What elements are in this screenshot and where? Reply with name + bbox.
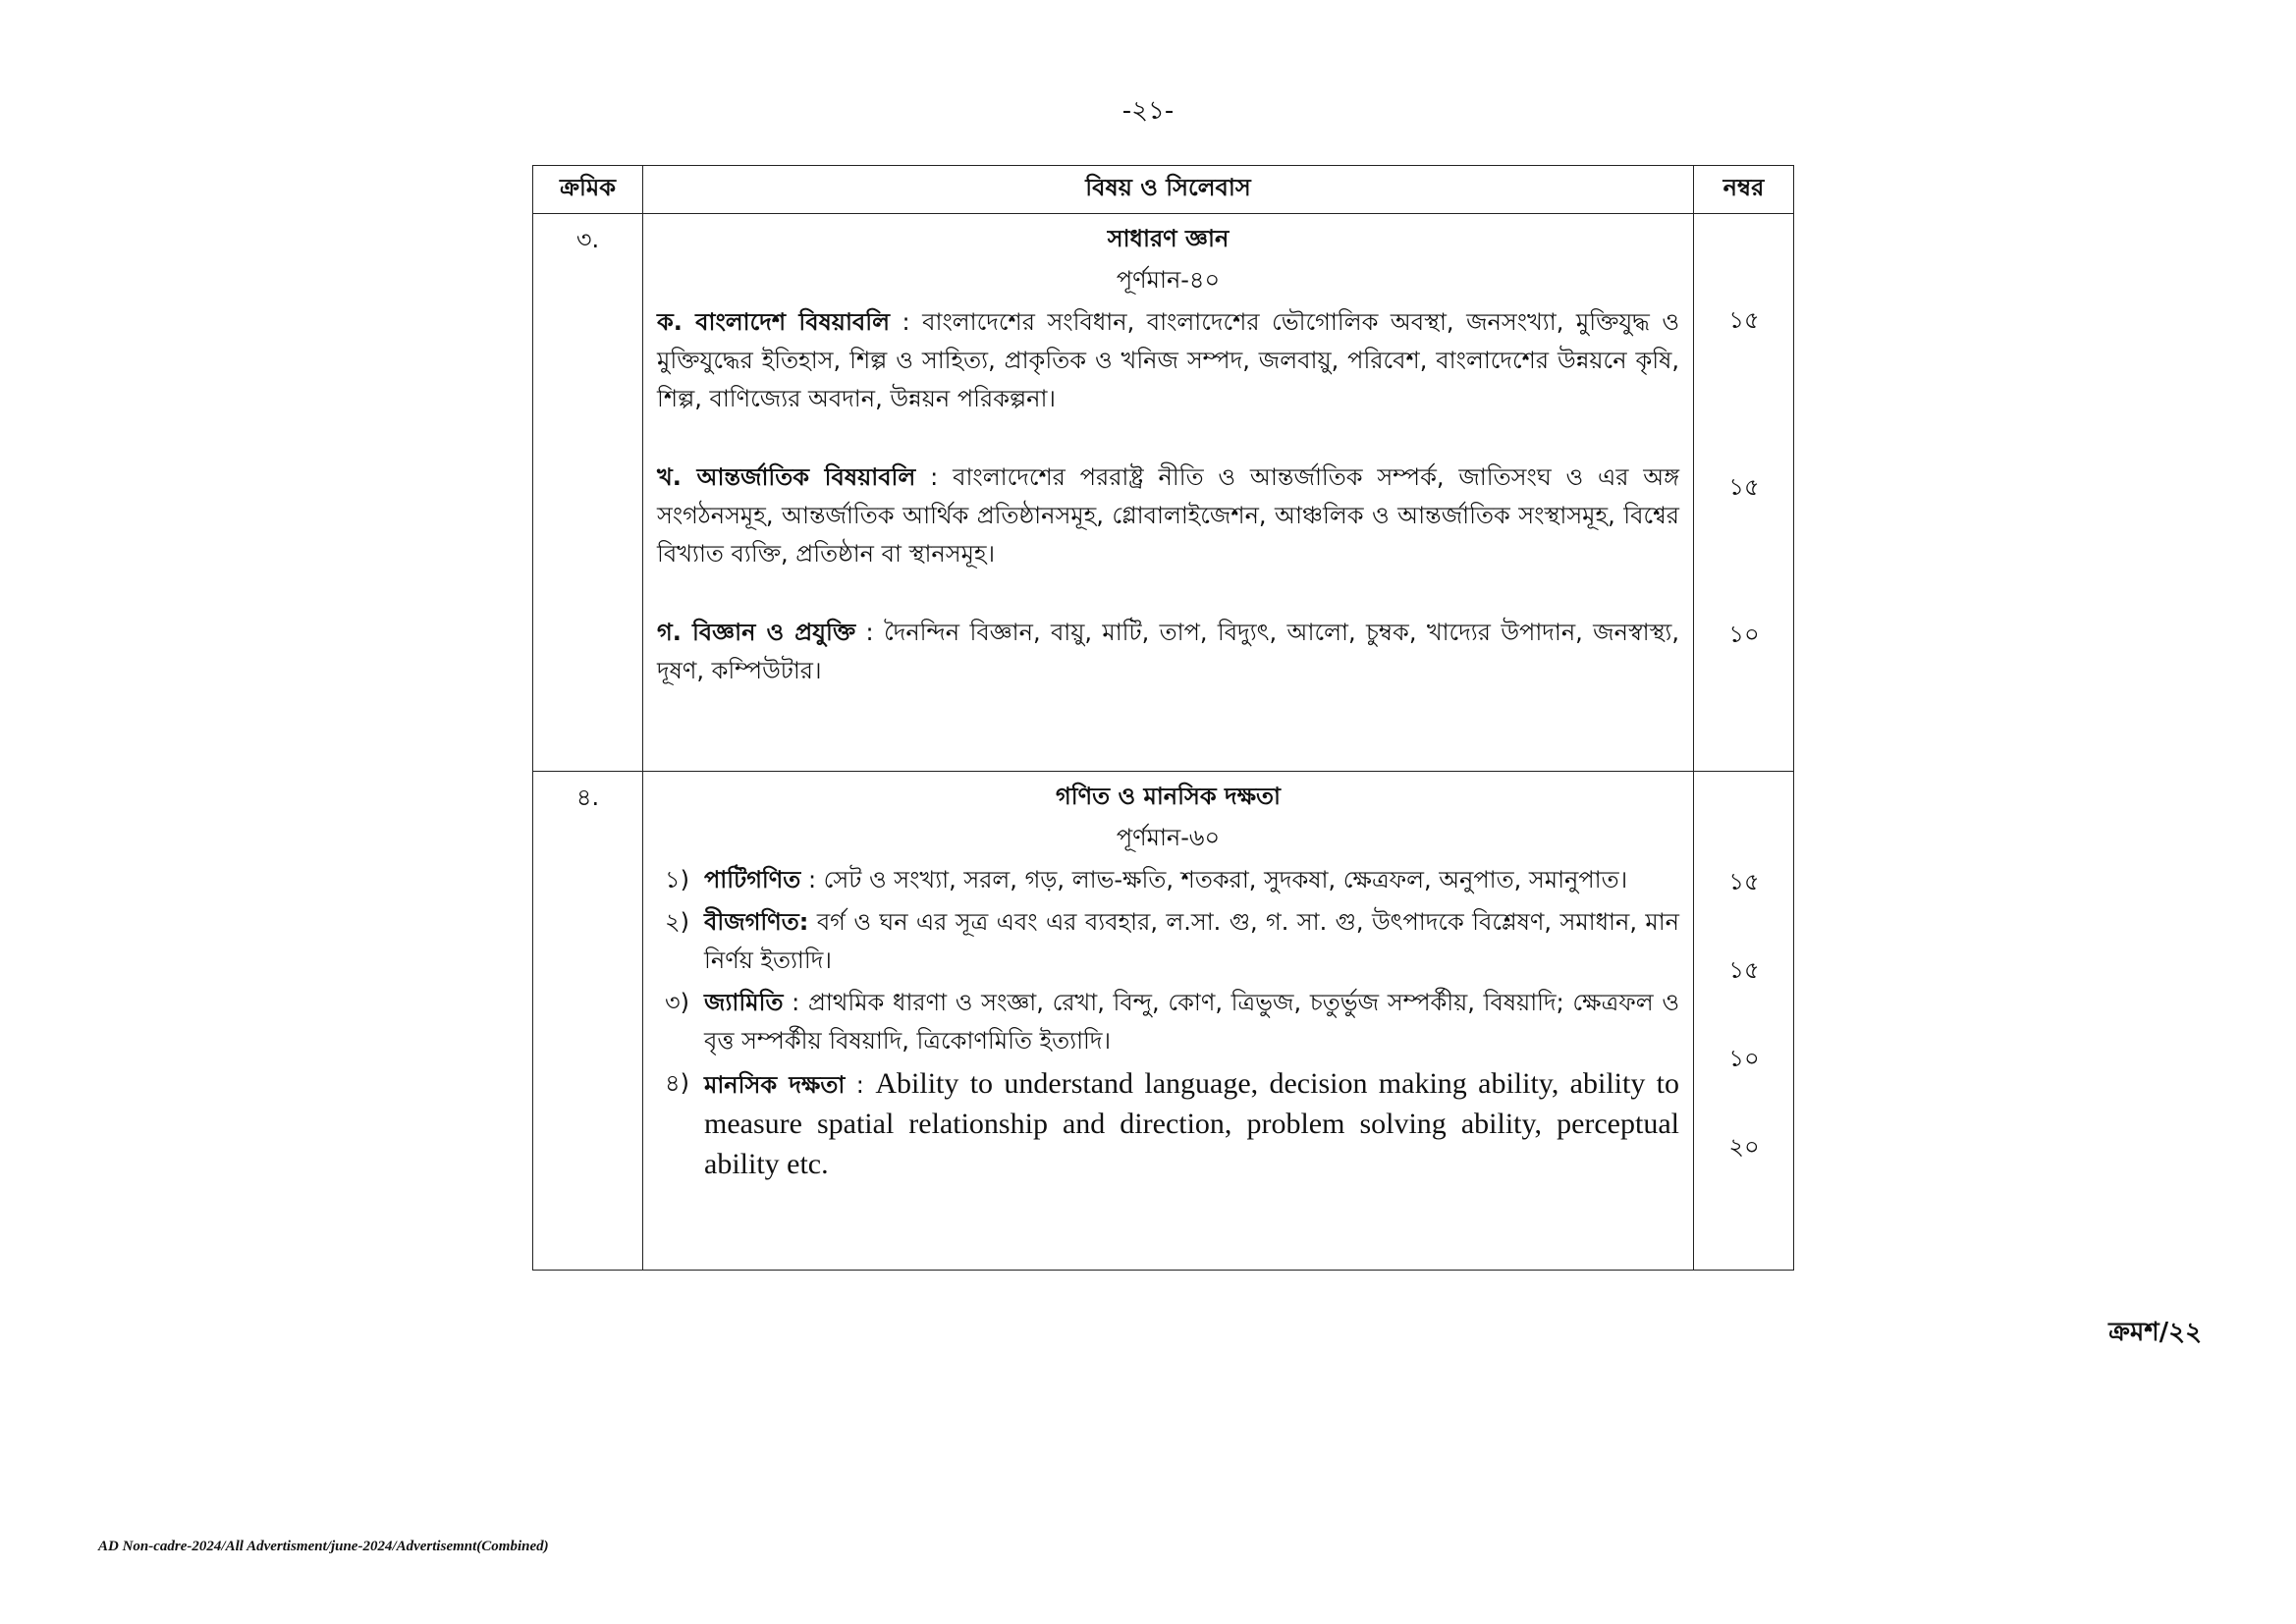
row-serial: ৩.	[533, 214, 643, 772]
item-separator: :	[800, 866, 824, 893]
list-item	[657, 861, 1679, 899]
marks-value: ২০	[1728, 1133, 1760, 1161]
topic-paragraph	[657, 459, 1679, 573]
item-number: ১)	[665, 866, 689, 893]
item-heading: মানসিক দক্ষতা	[704, 1071, 846, 1099]
continued-note: ক্রমশ/২২	[2108, 1318, 2202, 1347]
item-heading: পাটিগণিত	[704, 866, 801, 893]
item-text: প্রাথমিক ধারণা ও সংজ্ঞা, রেখা, বিন্দু, কোণ, ত্রিভুজ, চতুর্ভুজ সম্পর্কীয়, বিষয়াদি; ক্ষেত্রফল ও বৃত্ত সম্পর্কীয় বিষয়াদি, ত্রিকোণমিতি ইত্যাদি।	[704, 989, 1679, 1055]
item-number: ৩)	[665, 989, 689, 1016]
section-title: সাধারণ জ্ঞান	[1107, 225, 1230, 252]
item-separator: :	[783, 989, 808, 1016]
topic-text: বাংলাদেশের পররাষ্ট্র নীতি ও আন্তর্জাতিক সম্পর্ক, জাতিসংঘ ও এর অঙ্গ সংগঠনসমূহ, আন্তর্জাতিক আর্থিক প্রতিষ্ঠানসমূহ, গ্লোবালাইজেশন, আঞ্চলিক ও আন্তর্জাতিক সংস্থাসমূহ, বিশ্বের বিখ্যাত ব্যক্তি, প্রতিষ্ঠান বা স্থানসমূহ।	[657, 463, 1679, 568]
page-number: -২১-	[1121, 96, 1175, 126]
marks-value: ১০	[1728, 621, 1760, 648]
item-number: ২)	[665, 908, 689, 936]
topic-text: দৈনন্দিন বিজ্ঞান, বায়ু, মাটি, তাপ, বিদ্যুৎ, আলো, চুম্বক, খাদ্যের উপাদান, জনস্বাস্থ্য, দূষণ, কম্পিউটার।	[657, 619, 1680, 684]
syllabus-table	[532, 165, 1794, 1271]
topic-paragraph	[657, 303, 1679, 418]
subject-cell	[643, 214, 1694, 772]
topic-paragraph	[657, 614, 1679, 690]
marks-value: ১৫	[1728, 473, 1760, 501]
marks-cell	[1694, 772, 1794, 1271]
footer-reference: AD Non-cadre-2024/All Advertisment/june-2024/Advertisemnt(Combined)	[98, 1539, 549, 1554]
list-item	[657, 903, 1679, 980]
topic-heading: খ. আন্তর্জাতিক বিষয়াবলি	[657, 463, 916, 491]
marks-value: ১৫	[1728, 956, 1760, 984]
header-marks: নম্বর	[1694, 166, 1794, 214]
row-serial: ৪.	[533, 772, 643, 1271]
section-title: গণিত ও মানসিক দক্ষতা	[1056, 783, 1281, 810]
full-marks: পূর্ণমান-৬০	[1116, 824, 1221, 851]
topic-heading: ক. বাংলাদেশ বিষয়াবলি	[657, 308, 891, 336]
marks-value: ১০	[1728, 1045, 1760, 1072]
subject-cell	[643, 772, 1694, 1271]
item-separator: :	[845, 1071, 876, 1099]
topic-separator: :	[855, 619, 885, 646]
item-text: সেট ও সংখ্যা, সরল, গড়, লাভ-ক্ষতি, শতকরা, সুদকষা, ক্ষেত্রফল, অনুপাত, সমানুপাত।	[823, 866, 1628, 893]
topic-heading: গ. বিজ্ঞান ও প্রযুক্তি	[657, 619, 856, 646]
table-row	[533, 772, 1794, 1271]
item-number: ৪)	[665, 1069, 689, 1097]
full-marks: পূর্ণমান-৪০	[1116, 266, 1221, 294]
item-text: বর্গ ও ঘন এর সূত্র এবং এর ব্যবহার, ল.সা. গু, গ. সা. গু, উৎপাদকে বিশ্লেষণ, সমাধান, মান নির্ণয় ইত্যাদি।	[704, 908, 1679, 974]
item-text: Ability to understand language, decision making ability, ability to measure spatial relationship and direction, problem solving ability, perceptual ability etc.	[704, 1067, 1680, 1180]
table-row	[533, 214, 1794, 772]
topic-separator: :	[915, 463, 954, 491]
header-serial: ক্রমিক	[533, 166, 643, 214]
marks-cell	[1694, 214, 1794, 772]
list-item	[657, 984, 1679, 1060]
marks-value: ১৫	[1728, 868, 1760, 895]
item-heading: বীজগণিত:	[704, 908, 809, 936]
item-heading: জ্যামিতি	[704, 989, 784, 1016]
table-header-row	[533, 166, 1794, 214]
list-item	[657, 1064, 1679, 1185]
header-subject: বিষয় ও সিলেবাস	[643, 166, 1694, 214]
topic-text: বাংলাদেশের সংবিধান, বাংলাদেশের ভৌগোলিক অবস্থা, জনসংখ্যা, মুক্তিযুদ্ধ ও মুক্তিযুদ্ধের ইতিহাস, শিল্প ও সাহিত্য, প্রাকৃতিক ও খনিজ সম্পদ, জলবায়ু, পরিবেশ, বাংলাদেশের উন্নয়নে কৃষি, শিল্প, বাণিজ্যের অবদান, উন্নয়ন পরিকল্পনা।	[657, 308, 1679, 412]
topic-separator: :	[890, 308, 923, 336]
item-separator	[808, 908, 816, 936]
marks-value: ১৫	[1728, 306, 1760, 334]
